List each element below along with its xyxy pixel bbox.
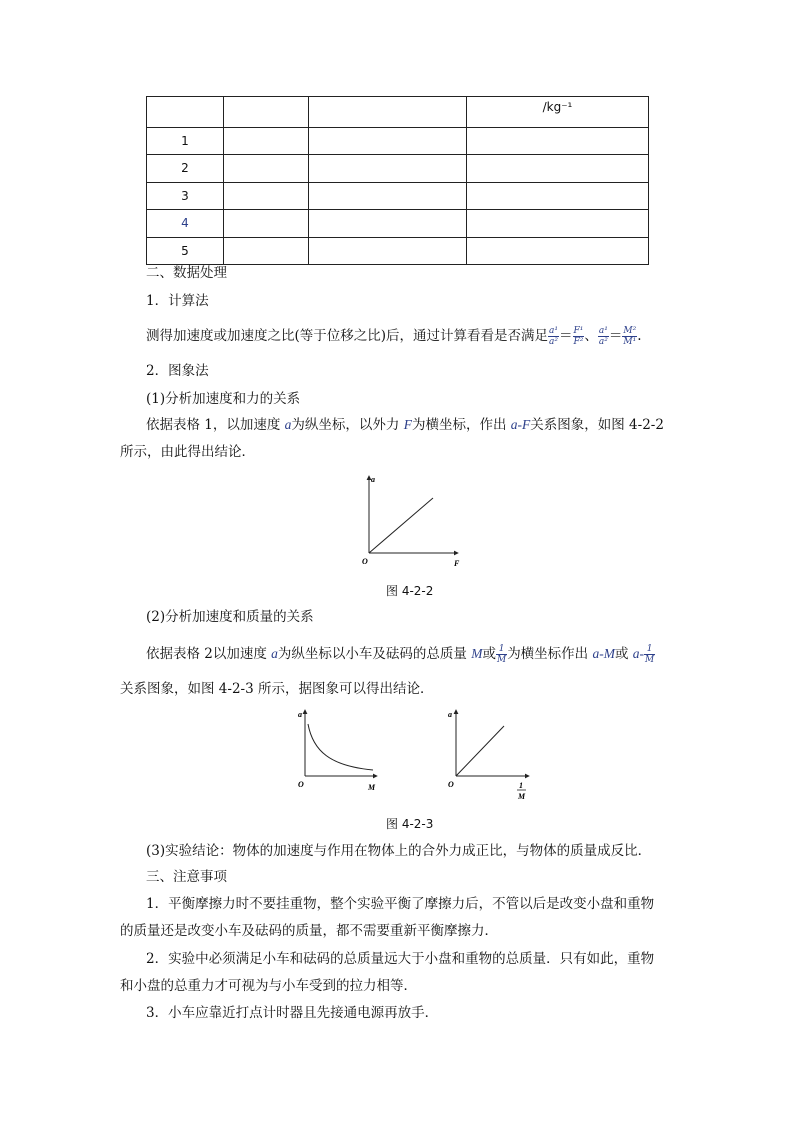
fraction-num: 1: [496, 644, 507, 655]
sub2-text-line1: [146, 644, 655, 665]
table-cell: [467, 237, 649, 265]
note1-line1: 1．平衡摩擦力时不要挂重物，整个实验平衡了摩擦力后，不管以后是改变小盘和重物: [146, 896, 655, 912]
var-a-M: a-M: [592, 646, 615, 661]
origin-label: O: [362, 557, 368, 566]
text-span: 或: [482, 646, 496, 662]
var-M: M: [471, 646, 483, 661]
fraction-num: a¹: [598, 326, 608, 336]
var-a: a: [284, 417, 292, 432]
axis-label-a: a: [371, 475, 375, 484]
var-a-F: a-F: [510, 417, 531, 432]
origin-label: O: [298, 780, 304, 789]
fraction-1-over-M-second: [644, 644, 655, 665]
note3: 3．小车应靠近打点计时器且先接通电源再放手．: [146, 1005, 439, 1021]
table-header-cell: [147, 97, 224, 128]
axis-label-1-num: 1: [519, 781, 523, 790]
fraction-F1-F2: [573, 326, 585, 347]
fraction-den: M: [645, 655, 655, 665]
axis-label-M: M: [368, 783, 376, 792]
var-a: a: [271, 646, 278, 661]
table-cell: [309, 182, 467, 210]
text-span: 依据表格 2以加速度: [146, 646, 272, 662]
table-header-unit: /kg⁻¹: [467, 97, 649, 128]
note1-line2: 的质量还是改变小车及砝码的质量，都不需要重新平衡摩擦力．: [120, 923, 498, 939]
figure-4-2-3-right: [443, 706, 533, 804]
table-row: [147, 210, 649, 238]
text-span: 为纵坐标，以外力: [291, 417, 404, 433]
text-span: 关系图象，如图 4-2-2: [530, 417, 664, 433]
sub3-conclusion: (3)实验结论：物体的加速度与作用在物体上的合外力成正比，与物体的质量成反比．: [146, 843, 652, 859]
sub2-text-line2: 关系图象，如图 4-2-3 所示，据图象可以得出结论．: [120, 681, 434, 697]
item-graph-method-title: 2．图象法: [146, 363, 209, 379]
table-row: [147, 237, 649, 265]
var-a-1M: a-: [632, 646, 645, 661]
table-row: [147, 182, 649, 210]
table-cell: [309, 155, 467, 183]
fraction-den: a²: [598, 337, 608, 347]
table-cell: [467, 127, 649, 155]
figure-caption-4-2-2: 图 4-2-2: [386, 584, 434, 598]
period: .: [637, 328, 642, 344]
fraction-M2-M1: [622, 326, 637, 347]
table-row-index: 3: [147, 182, 224, 210]
table-cell: [309, 127, 467, 155]
table-header-cell: [224, 97, 309, 128]
fraction-a1-a2-second: [598, 326, 609, 347]
axis-label-M-den: M: [518, 792, 526, 801]
axis-label-a: a: [298, 710, 302, 719]
table-cell: [467, 210, 649, 238]
figure-4-2-2: [360, 470, 470, 570]
section-title-notes: 三、注意事项: [146, 869, 227, 885]
table-cell: [224, 210, 309, 238]
text-span: 为横坐标作出: [507, 646, 593, 662]
table-row-index: 5: [147, 237, 224, 265]
proportional-line: [369, 498, 433, 553]
table-header-cell: [309, 97, 467, 128]
fraction-num: M²: [623, 326, 637, 336]
equals-sign: ＝: [608, 328, 623, 344]
axis-label-F: F: [454, 559, 460, 568]
sub1-text-line1: [146, 416, 664, 434]
table-row-index: 2: [147, 155, 224, 183]
table-cell: [467, 182, 649, 210]
table-cell: [224, 237, 309, 265]
separator: 、: [584, 328, 598, 344]
fraction-den: M¹: [623, 337, 637, 347]
var-F: F: [403, 417, 412, 432]
fraction-num: a¹: [549, 326, 559, 336]
item-calc-method-text: [146, 326, 642, 347]
axis-label-a: a: [448, 710, 452, 719]
sub1-title: (1)分析加速度和力的关系: [146, 391, 301, 407]
equals-sign: ＝: [559, 328, 573, 344]
text-span: 测得加速度或加速度之比(等于位移之比)后，通过计算看看是否满足: [146, 328, 549, 344]
table-row-index: 4: [147, 210, 224, 238]
sub2-title: (2)分析加速度和质量的关系: [146, 609, 314, 625]
table-cell: [467, 155, 649, 183]
proportional-line: [456, 726, 504, 776]
item-calc-method-title: 1．计算法: [146, 293, 209, 309]
table-cell: [309, 237, 467, 265]
table-row: [147, 127, 649, 155]
origin-label: O: [448, 780, 454, 789]
table-cell: [224, 127, 309, 155]
figure-caption-4-2-3: 图 4-2-3: [386, 817, 434, 831]
table-cell: [224, 182, 309, 210]
fraction-1-over-M: [496, 644, 507, 665]
note2-line1: 2．实验中必须满足小车和砝码的总质量远大于小盘和重物的总质量．只有如此，重物: [146, 951, 655, 967]
table-header-row: [147, 97, 649, 128]
text-span: 或: [614, 646, 633, 662]
section-title-data-processing: 二、数据处理: [146, 265, 227, 281]
table-row-index: 1: [147, 127, 224, 155]
fraction-den: F²: [573, 337, 584, 347]
note2-line2: 和小盘的总重力才可视为与小车受到的拉力相等．: [120, 978, 417, 994]
sub1-text-line2: 所示，由此得出结论．: [120, 444, 255, 460]
inverse-curve: [308, 724, 373, 770]
table-cell: [309, 210, 467, 238]
text-span: 为纵坐标以小车及砝码的总质量: [277, 646, 472, 662]
fraction-num: F¹: [573, 326, 584, 336]
table-row: [147, 155, 649, 183]
text-span: 为横坐标，作出: [411, 417, 511, 433]
figure-4-2-3-left: [295, 706, 385, 796]
table-cell: [224, 155, 309, 183]
fraction-den: M: [496, 655, 507, 665]
fraction-den: a²: [549, 337, 559, 347]
fraction-a1-a2: [548, 326, 559, 347]
fraction-num: 1: [644, 644, 655, 655]
text-span: 依据表格 1，以加速度: [146, 417, 285, 433]
data-table: [146, 96, 649, 265]
